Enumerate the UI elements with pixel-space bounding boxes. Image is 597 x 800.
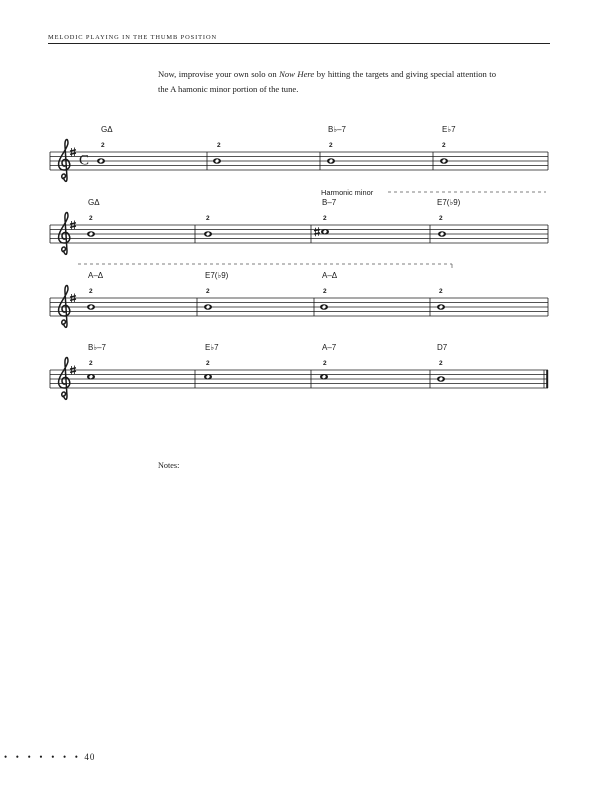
chord-symbol: E♭7 <box>442 125 456 134</box>
chord-symbol: GΔ <box>101 125 113 134</box>
chord-symbol: B♭–7 <box>88 343 107 352</box>
whole-note <box>204 374 212 380</box>
target-duration: 2 <box>89 360 93 367</box>
chord-symbol: A–7 <box>322 343 337 352</box>
chord-symbol: GΔ <box>88 198 100 207</box>
whole-note <box>213 158 221 164</box>
target-duration: 2 <box>439 360 443 367</box>
whole-note <box>204 231 212 237</box>
page-number: 40 <box>84 752 96 762</box>
target-duration: 2 <box>101 142 105 149</box>
whole-note <box>440 158 448 164</box>
target-duration: 2 <box>439 288 443 295</box>
chord-symbol: E7(♭9) <box>205 271 229 280</box>
chord-symbol: A–Δ <box>88 271 104 280</box>
whole-note <box>327 158 335 164</box>
target-duration: 2 <box>329 142 333 149</box>
whole-note <box>320 374 328 380</box>
intro-text-after: by hitting the targets and giving special attention to the A hamonic minor portion of the tune. <box>158 69 496 94</box>
whole-note <box>87 374 95 380</box>
time-signature: C <box>79 152 90 169</box>
whole-note <box>87 231 95 237</box>
target-duration: 2 <box>89 288 93 295</box>
tune-title: Now Here <box>279 69 315 79</box>
intro-text-before: Now, improvise your own solo on <box>158 69 280 79</box>
target-duration: 2 <box>217 142 221 149</box>
whole-note <box>437 376 445 382</box>
target-duration: 2 <box>323 288 327 295</box>
treble-clef <box>59 212 70 254</box>
running-header: MELODIC PLAYING IN THE THUMB POSITION <box>48 34 217 41</box>
target-duration: 2 <box>439 215 443 222</box>
chord-symbol: B–7 <box>322 198 337 207</box>
treble-clef <box>59 285 70 327</box>
treble-clef <box>59 139 70 181</box>
chord-symbol: A–Δ <box>322 271 338 280</box>
treble-clef <box>59 357 70 399</box>
target-duration: 2 <box>323 215 327 222</box>
whole-note <box>438 231 446 237</box>
accidental-sharp <box>314 227 320 236</box>
whole-note <box>321 229 329 235</box>
staff-system <box>50 271 548 327</box>
whole-note <box>97 158 105 164</box>
whole-note <box>320 304 328 310</box>
chord-symbol: D7 <box>437 343 448 352</box>
whole-note <box>204 304 212 310</box>
page-footer <box>4 752 95 762</box>
staff-system <box>50 125 548 181</box>
harmonic-minor-label: Harmonic minor <box>321 188 374 197</box>
chord-symbol: E♭7 <box>205 343 219 352</box>
target-duration: 2 <box>323 360 327 367</box>
target-duration: 2 <box>206 215 210 222</box>
whole-note <box>437 304 445 310</box>
whole-note <box>87 304 95 310</box>
target-duration: 2 <box>442 142 446 149</box>
chord-symbol: B♭–7 <box>328 125 347 134</box>
target-duration: 2 <box>89 215 93 222</box>
chord-symbol: E7(♭9) <box>437 198 461 207</box>
staff-system <box>50 343 548 399</box>
target-duration: 2 <box>206 360 210 367</box>
notes-label: Notes: <box>158 461 180 470</box>
footer-dots: • • • • • • • <box>4 752 82 762</box>
target-duration: 2 <box>206 288 210 295</box>
staff-system <box>50 198 548 254</box>
